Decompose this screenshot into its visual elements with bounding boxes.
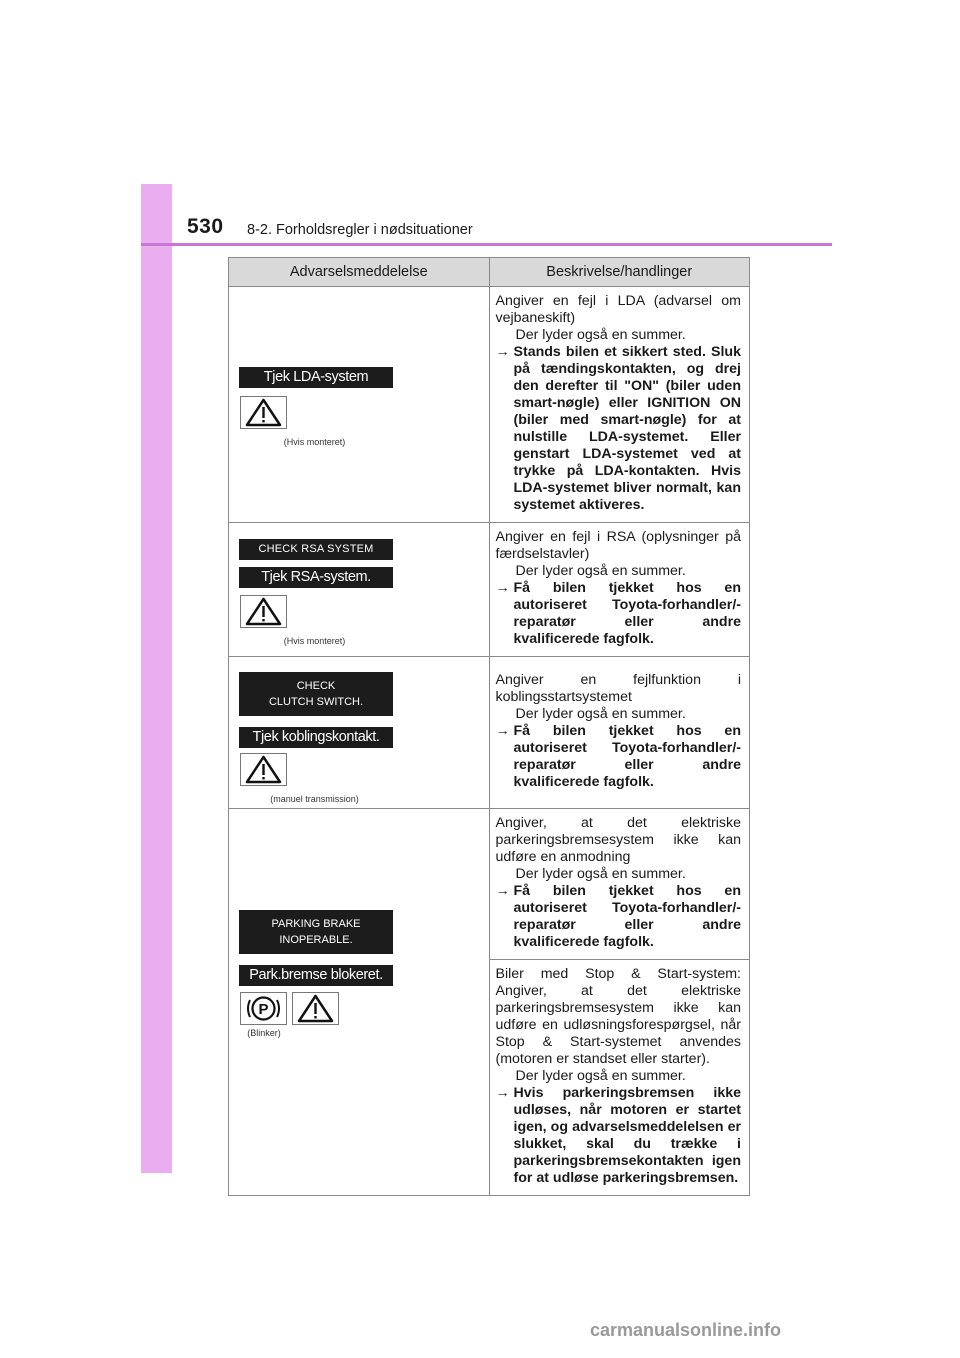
description-text: Angiver en fejl i RSA (oplysninger på færdselstavler)	[495, 529, 741, 562]
label-line: CLUTCH SWITCH.	[268, 696, 364, 708]
display-message-label: Tjek LDA-system	[239, 367, 393, 388]
buzzer-note: Der lyder også en summer.	[515, 327, 686, 343]
display-message-label	[239, 910, 393, 954]
description-text: Angiver, at det elektriske parkeringsbremsesystem ikke kan udføre en anmodning	[495, 815, 741, 865]
action-item	[496, 723, 742, 791]
arrow-icon: →	[495, 580, 510, 596]
watermark: carmanualsonline.info	[590, 1320, 782, 1340]
description-text: Angiver en fejlfunktion i koblingsstartsystemet	[495, 672, 741, 705]
message-cell-lda	[229, 287, 490, 523]
condition-note: (manuel transmission)	[270, 794, 359, 804]
warning-messages-table	[228, 257, 750, 1196]
buzzer-note: Der lyder også en summer.	[515, 866, 686, 882]
buzzer-note: Der lyder også en summer.	[515, 706, 686, 722]
description-text: Angiver en fejl i LDA (advarsel om vejbaneskift)	[495, 293, 741, 326]
page-number: 530	[187, 215, 224, 238]
action-text: Hvis parkeringsbremsen ikke udløses, når motoren er startet igen, og advarselsmeddelelsen er slukket, skal du trække i parkeringsbremsekontakten igen for at udløse parkeringsbremsen.	[513, 1085, 741, 1186]
action-item	[496, 580, 742, 648]
action-item	[496, 344, 742, 514]
table-row	[229, 809, 750, 960]
arrow-icon: →	[495, 883, 510, 899]
chapter-side-strip	[141, 184, 172, 1173]
display-message-label: Tjek koblingskontakt.	[239, 727, 393, 748]
parking-p-icon	[240, 992, 287, 1025]
description-cell-parking-brake	[489, 809, 750, 960]
buzzer-note: Der lyder også en summer.	[515, 1068, 686, 1084]
display-message-label: Park.bremse blokeret.	[239, 965, 393, 986]
condition-note: (Blinker)	[247, 1028, 281, 1038]
message-cell-clutch	[229, 657, 490, 809]
table-row	[229, 523, 750, 657]
label-line: PARKING BRAKE	[271, 918, 361, 930]
condition-note: (Hvis monteret)	[283, 636, 346, 646]
display-message-label: CHECK RSA SYSTEM	[239, 539, 393, 560]
column-header-description: Beskrivelse/handlinger	[489, 258, 750, 287]
action-text: Få bilen tjekket hos en autoriseret Toyota-forhandler/-reparatør eller andre kvalificerede fagfolk.	[513, 883, 741, 950]
display-message-label	[239, 672, 393, 716]
action-text: Få bilen tjekket hos en autoriseret Toyota-forhandler/-reparatør eller andre kvalificerede fagfolk.	[513, 580, 741, 647]
description-cell-rsa	[489, 523, 750, 657]
label-line: CHECK	[296, 680, 336, 692]
action-item	[496, 883, 742, 951]
warning-triangle-icon	[240, 396, 287, 429]
label-line: INOPERABLE.	[279, 934, 353, 946]
table-header-row	[229, 258, 750, 287]
action-text: Få bilen tjekket hos en autoriseret Toyota-forhandler/-reparatør eller andre kvalificerede fagfolk.	[513, 723, 741, 790]
message-cell-rsa	[229, 523, 490, 657]
arrow-icon: →	[495, 1085, 510, 1101]
buzzer-note: Der lyder også en summer.	[515, 563, 686, 579]
section-title: 8-2. Forholdsregler i nødsituationer	[247, 222, 473, 238]
arrow-icon: →	[495, 723, 510, 739]
action-item	[496, 1085, 742, 1187]
warning-triangle-icon	[292, 992, 339, 1025]
description-text: Biler med Stop & Start-system: Angiver, at det elektriske parkeringsbremsesystem ikke kan udføre en udløsningsforespørgsel, når Stop & Start-systemet anvendes (motoren er standset eller starter).	[495, 966, 741, 1067]
action-text: Stands bilen et sikkert sted. Sluk på tændingskontakten, og drej den derefter til "ON" (biler uden smart-nøgle) eller IGNITION ON (biler med smart-nøgle) for at nulstille LDA-systemet. Eller genstart LDA-systemet ved at trykke på LDA-kontakten. Hvis LDA-systemet bliver normalt, kan systemet aktiveres.	[513, 344, 741, 513]
warning-triangle-icon	[240, 753, 287, 786]
display-message-label: Tjek RSA-system.	[239, 567, 393, 588]
message-cell-parking-brake	[229, 809, 490, 1196]
header-divider	[141, 243, 832, 246]
table-row	[229, 657, 750, 809]
description-cell-stop-start	[489, 960, 750, 1196]
warning-triangle-icon	[240, 595, 287, 628]
arrow-icon: →	[495, 344, 510, 360]
svg-text:P: P	[258, 1001, 269, 1018]
description-cell-lda	[489, 287, 750, 523]
description-cell-clutch	[489, 657, 750, 809]
column-header-message: Advarselsmeddelelse	[229, 258, 490, 287]
condition-note: (Hvis monteret)	[283, 437, 346, 447]
table-row	[229, 287, 750, 523]
